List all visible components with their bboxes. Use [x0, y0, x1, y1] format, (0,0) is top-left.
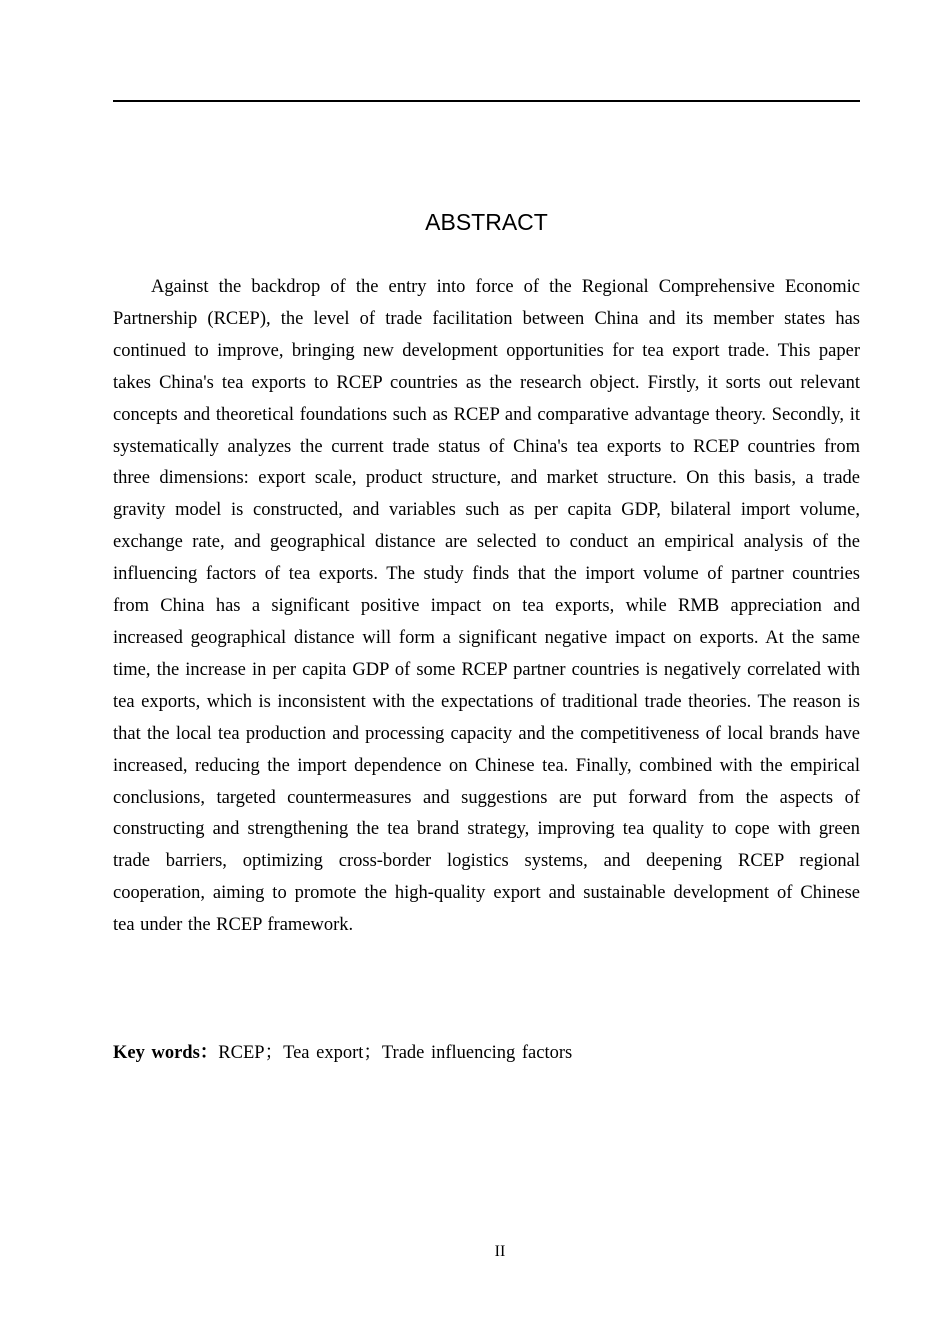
keywords-label: Key words：: [113, 1043, 219, 1063]
abstract-title: ABSTRACT: [425, 209, 548, 235]
header-rule: [113, 100, 860, 102]
abstract-body: Against the backdrop of the entry into force of the Regional Comprehensive Economic Partnership (RCEP), the level of trade facilitation between China and its member states has continued to improve, bringing new development opportunities for tea export trade. This paper takes China's tea exports to RCEP countries as the research object. Firstly, it sorts out relevant concepts and theoretical foundations such as RCEP and comparative advantage theory. Secondly, it systematically analyzes the current trade status of China's tea exports to RCEP countries from three dimensions: export scale, product structure, and market structure. On this basis, a trade gravity model is constructed, and variables such as per capita GDP, bilateral import volume, exchange rate, and geographical distance are selected to conduct an empirical analysis of the influencing factors of tea exports. The study finds that the import volume of partner countries from China has a significant positive impact on tea exports, while RMB appreciation and increased geographical distance will form a significant negative impact on exports. At the same time, the increase in per capita GDP of some RCEP partner countries is negatively correlated with tea exports, which is inconsistent with the expectations of traditional trade theories. The reason is that the local tea production and processing capacity and the competitiveness of local brands have increased, reducing the import dependence on Chinese tea. Finally, combined with the empirical conclusions, targeted countermeasures and suggestions are put forward from the aspects of constructing and strengthening the tea brand strategy, improving tea quality to cope with green trade barriers, optimizing cross-border logistics systems, and deepening RCEP regional cooperation, aiming to promote the high-quality export and sustainable development of Chinese tea under the RCEP framework.: [113, 277, 860, 936]
keywords-line: [113, 1038, 860, 1069]
page-number: II: [494, 1243, 506, 1260]
keywords-text: RCEP；Tea export；Trade influencing factors: [218, 1043, 573, 1063]
